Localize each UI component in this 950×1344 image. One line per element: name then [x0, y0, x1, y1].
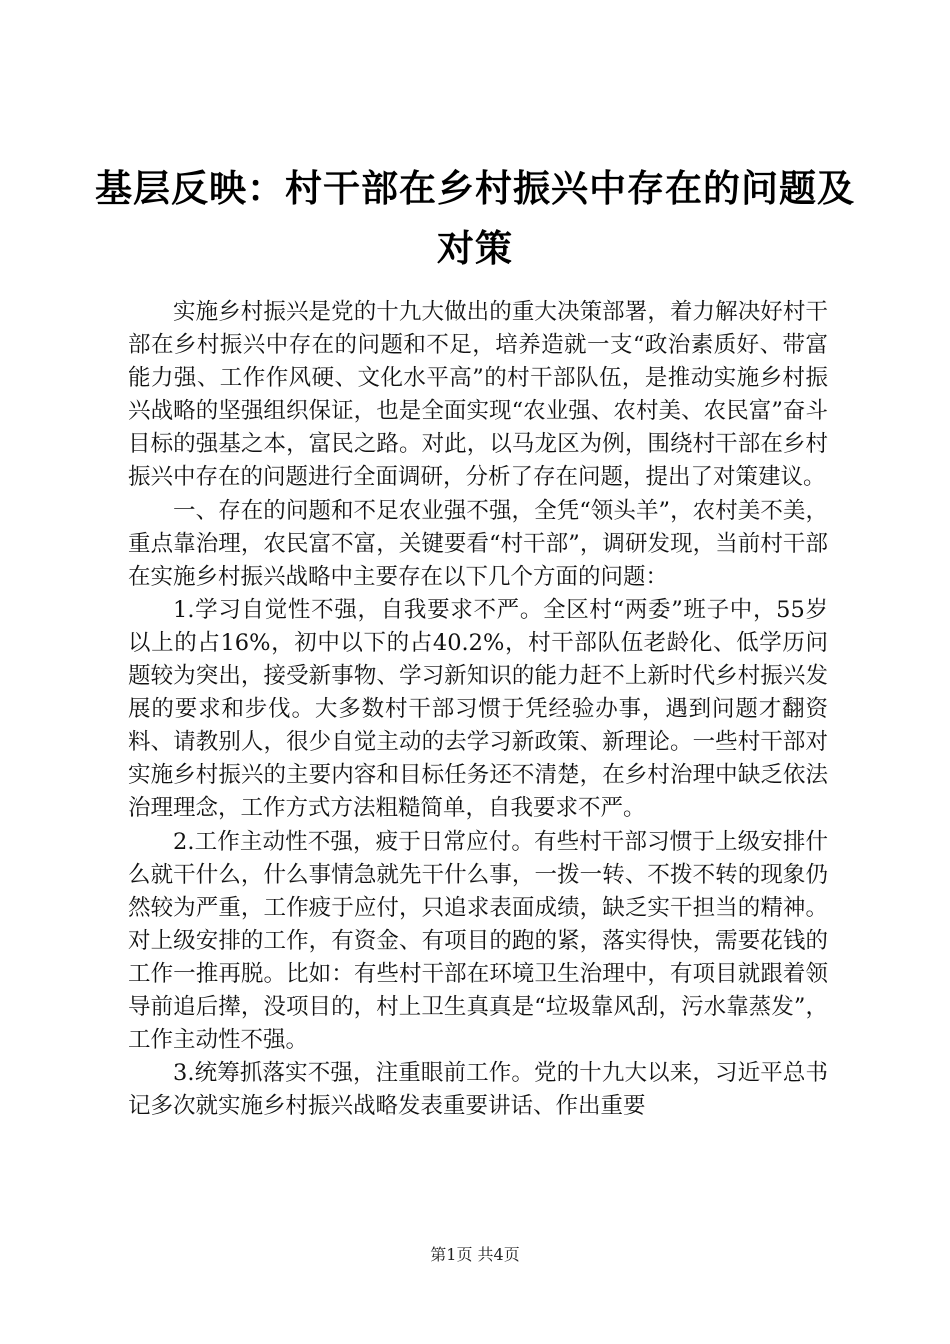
paragraph-section-1: 一、存在的问题和不足农业强不强，全凭“领头羊”，农村美不美，重点靠治理，农民富不富，关键要看“村干部”，调研发现，当前村干部在实施乡村振兴战略中主要存在以下几个方面的问题： [128, 497, 828, 590]
document-title-line-1: 基层反映：村干部在乡村振兴中存在的问题及 [95, 167, 855, 210]
document-title-line-2: 对策 [437, 227, 513, 270]
paragraph-point-3: 3.统筹抓落实不强，注重眼前工作。党的十九大以来，习近平总书记多次就实施乡村振兴战略发表重要讲话、作出重要 [128, 1060, 828, 1120]
paragraph-intro: 实施乡村振兴是党的十九大做出的重大决策部署，着力解决好村干部在乡村振兴中存在的问题和不足，培养造就一支“政治素质好、带富能力强、工作作风硬、文化水平高”的村干部队伍，是推动实施乡村振兴战略的坚强组织保证，也是全面实现“农业强、农村美、农民富”奋斗目标的强基之本，富民之路。对此，以马龙区为例，围绕村干部在乡村振兴中存在的问题进行全面调研，分析了存在问题，提出了对策建议。 [128, 299, 828, 491]
document-body [128, 296, 828, 1123]
page-number-footer: 第1页 共4页 [430, 1245, 520, 1264]
paragraph-point-1: 1.学习自觉性不强，自我要求不严。全区村“两委”班子中，55岁以上的占16%，初中以下的占40.2%，村干部队伍老龄化、低学历问题较为突出，接受新事物、学习新知识的能力赶不上新时代乡村振兴发展的要求和步伐。大多数村干部习惯于凭经验办事，遇到问题才翻资料、请教别人，很少自觉主动的去学习新政策、新理论。一些村干部对实施乡村振兴的主要内容和目标任务还不清楚，在乡村治理中缺乏依法治理理念，工作方式方法粗糙简单，自我要求不严。 [128, 596, 828, 822]
paragraph-point-2: 2.工作主动性不强，疲于日常应付。有些村干部习惯于上级安排什么就干什么，什么事情急就先干什么事，一拨一转、不拨不转的现象仍然较为严重，工作疲于应付，只追求表面成绩，缺乏实干担当的精神。对上级安排的工作，有资金、有项目的跑的紧，落实得快，需要花钱的工作一推再脱。比如：有些村干部在环境卫生治理中，有项目就跟着领导前追后撵，没项目的，村上卫生真真是“垃圾靠风刮，污水靠蒸发”，工作主动性不强。 [128, 828, 828, 1054]
